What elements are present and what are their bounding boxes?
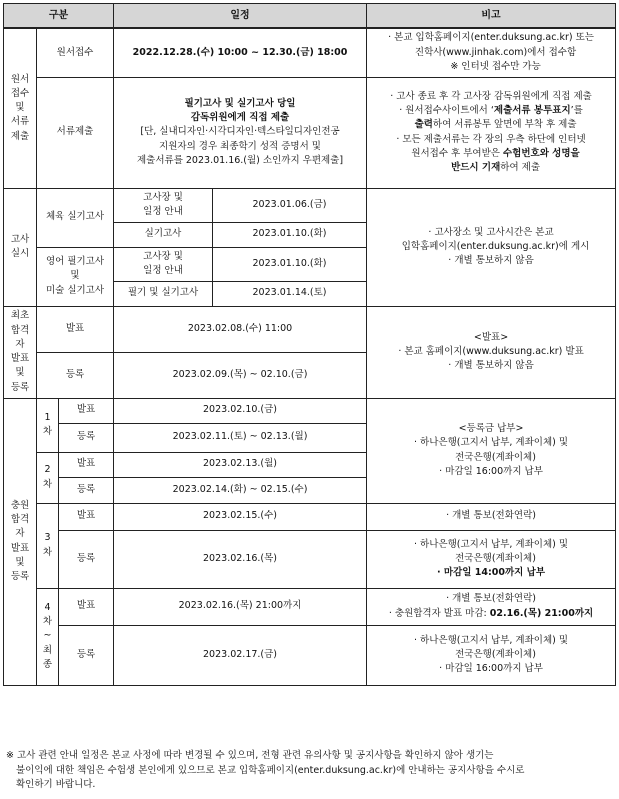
english-venue-date: 2023.01.10.(화): [213, 247, 367, 281]
pe-venue-label: 고사장 및 일정 안내: [114, 188, 213, 222]
round-3-register-date: 2023.02.16.(목): [114, 530, 367, 588]
table-header-row: [4, 4, 616, 29]
round-1-announce-label: 발표: [59, 398, 114, 423]
round-4-register-notes: · 하나은행(고지서 납부, 계좌이체) 및 전국은행(계좌이체) · 마감일 16:00까지 납부: [367, 625, 616, 685]
header-schedule: 일정: [114, 4, 367, 29]
online-application-label: 원서접수: [37, 28, 114, 77]
english-art-exam-label: 영어 필기고사 및 미술 실기고사: [37, 247, 114, 306]
pe-venue-date: 2023.01.06.(금): [213, 188, 367, 222]
exam-notes: · 고사장소 및 고사시간은 본교 입학홈페이지(enter.duksung.ac.kr)에 게시 · 개별 통보하지 않음: [367, 188, 616, 306]
table-row: [4, 588, 616, 625]
waitlist-round-3-label: 3차: [37, 503, 59, 588]
waitlist-round-1-label: 1차: [37, 398, 59, 452]
pe-practical-label: 실기고사: [114, 222, 213, 247]
round-2-announce-label: 발표: [59, 452, 114, 477]
english-written-date: 2023.01.14.(토): [213, 281, 367, 306]
table-row: [4, 306, 616, 352]
table-row: [4, 28, 616, 77]
table-row: [4, 77, 616, 188]
round-1-register-label: 등록: [59, 423, 114, 452]
english-written-label: 필기 및 실기고사: [114, 281, 213, 306]
waitlist-round-4-label: 4차~ 최종: [37, 588, 59, 685]
final-announce-notes: <발표> · 본교 홈페이지(www.duksung.ac.kr) 발표 · 개별 통보하지 않음: [367, 306, 616, 398]
round-4-announce-notes: · 개별 통보(전화연락) · 충원합격자 발표 마감: 02.16.(목) 21:00까지: [367, 588, 616, 625]
round-4-register-label: 등록: [59, 625, 114, 685]
application-title: 원서 접수 및 서류 제출: [4, 28, 37, 188]
round-4-announce-date: 2023.02.16.(목) 21:00까지: [114, 588, 367, 625]
document-submission-notes: · 고사 종료 후 각 고사장 감독위원에게 직접 제출 · 원서접수사이트에서 ‘제출서류 봉투표지’를 출력하여 서류봉투 앞면에 부착 후 제출 · 모든 제출서류는 각 장의 우측 하단에 인터넷 원서접수 후 부여받은 수험번호와 성명을 반드시 기재하여 제출: [367, 77, 616, 188]
table-row: [4, 188, 616, 222]
round-3-announce-note: · 개별 통보(전화연락): [367, 503, 616, 530]
final-register-date: 2023.02.09.(목) ~ 02.10.(금): [114, 352, 367, 398]
round-1-announce-date: 2023.02.10.(금): [114, 398, 367, 423]
header-category: 구분: [4, 4, 114, 29]
online-application-notes: · 본교 입학홈페이지(enter.duksung.ac.kr) 또는 진학사(www.jinhak.com)에서 접수함 ※ 인터넷 접수만 가능: [367, 28, 616, 77]
english-venue-label: 고사장 및 일정 안내: [114, 247, 213, 281]
round-3-register-label: 등록: [59, 530, 114, 588]
final-announce-label: 발표: [37, 306, 114, 352]
round-4-register-date: 2023.02.17.(금): [114, 625, 367, 685]
table-row: [4, 530, 616, 588]
pe-exam-label: 체육 실기고사: [37, 188, 114, 247]
document-submission-label: 서류제출: [37, 77, 114, 188]
schedule-table: [3, 3, 616, 686]
waitlist-payment-notes: <등록금 납부> · 하나은행(고지서 납부, 계좌이체) 및 전국은행(계좌이체) · 마감일 16:00까지 납부: [367, 398, 616, 503]
final-announce-date: 2023.02.08.(수) 11:00: [114, 306, 367, 352]
pe-practical-date: 2023.01.10.(화): [213, 222, 367, 247]
round-2-register-date: 2023.02.14.(화) ~ 02.15.(수): [114, 477, 367, 503]
round-4-announce-label: 발표: [59, 588, 114, 625]
waitlist-round-2-label: 2차: [37, 452, 59, 503]
exam-title: 고사 실시: [4, 188, 37, 306]
final-title: 최초 합격자 발표 및 등록: [4, 306, 37, 398]
final-register-label: 등록: [37, 352, 114, 398]
round-3-announce-date: 2023.02.15.(수): [114, 503, 367, 530]
table-row: [4, 625, 616, 685]
table-row: [4, 398, 616, 423]
round-2-register-label: 등록: [59, 477, 114, 503]
round-1-register-date: 2023.02.11.(토) ~ 02.13.(월): [114, 423, 367, 452]
document-submission-date: 필기고사 및 실기고사 당일 감독위원에게 직접 제출 [단, 실내디자인·시각디자인·텍스타일디자인전공 지원자의 경우 최종학기 성적 증명서 및 제출서류를 2023.01.16.(월) 소인까지 우편제출]: [114, 77, 367, 188]
table-row: [4, 503, 616, 530]
header-remarks: 비고: [367, 4, 616, 29]
round-2-announce-date: 2023.02.13.(월): [114, 452, 367, 477]
online-application-date: 2022.12.28.(수) 10:00 ~ 12.30.(금) 18:00: [114, 28, 367, 77]
round-3-register-notes: · 하나은행(고지서 납부, 계좌이체) 및 전국은행(계좌이체) · 마감일 14:00까지 납부: [367, 530, 616, 588]
waitlist-title: 충원 합격자 발표 및 등록: [4, 398, 37, 685]
round-3-announce-label: 발표: [59, 503, 114, 530]
footnote: ※ 고사 관련 안내 일정은 본교 사정에 따라 변경될 수 있으며, 전형 관련 유의사항 및 공지사항을 확인하지 않아 생기는 불이익에 대한 책임은 수험생 본인에게 있으므로 본교 입학홈페이지(enter.duksung.ac.kr)에 안내하는 공지사항을 수시로 확인하기 바랍니다.: [6, 750, 525, 791]
